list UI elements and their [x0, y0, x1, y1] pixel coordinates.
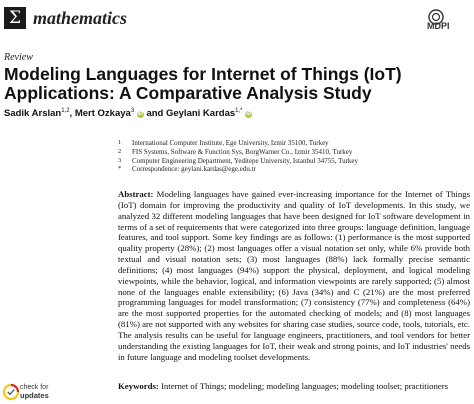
journal-name: mathematics	[33, 8, 127, 28]
orcid-icon[interactable]: iD	[246, 111, 252, 118]
abstract-label: Abstract:	[118, 189, 154, 199]
affiliation-text: International Computer Institute, Ege University, Izmir 35100, Turkey	[132, 139, 329, 147]
author-name: Mert Ozkaya	[74, 108, 131, 120]
author-name: Sadik Arslan	[4, 108, 62, 120]
affiliation	[118, 157, 468, 166]
affiliation	[118, 148, 468, 157]
author-affiliation-marks: 3	[130, 108, 135, 114]
check-for-updates-icon	[3, 383, 19, 401]
abstract-text: Modeling languages have gained ever-increasing importance for the Internet of Things (IoT) domain for improving the productivity and quality of IoT developments. In this study, we analyzed 32 different modeling languages that have been designed for IoT software development in terms of a set of requirements that were categorized into three groups: language definition, language features, and tool support. Some key findings are as follows: (1) performance is the most supported quality property (28%); (2) most languages offer a visual notation set only, while 6% provide both textual and visual notation sets; (3) most languages (88%) lack formally precise semantic definitions; (4) most languages (94%) support the physical, deployment, and logical modeling viewpoints, while the behavior, logical, and information viewpoints are rarely supported; (5) almost none of the languages enable extensibility; (6) Java (34%) and C (21%) are the most preferred programming languages for model transformation; (7) consistency (77%) and completeness (64%) are the most supported properties for the automated checking of models; and (8) most languages (81%) are not supported with any websites for sharing case studies, source code, tools, tutorials, etc. The analysis results can be useful for language engineers, practitioners, and tool vendors for better understanding the existing languages for IoT, their weak and strong points, and IoT industries' needs in future language and modeling toolset developments.	[118, 189, 471, 362]
author-list	[4, 108, 252, 119]
author-name: Geylani Kardas	[165, 108, 236, 120]
affiliation-mark: 2	[118, 147, 122, 155]
keywords-text: Internet of Things; modeling; modeling languages; modeling toolset; practitioners	[161, 381, 449, 391]
keywords	[118, 381, 470, 391]
affiliation-text: FIS Systems, Software & Function Sys, BorgWarner Co., Izmir 35410, Turkey	[132, 147, 353, 156]
article-title: Modeling Languages for Internet of Things (IoT) Applications: A Comparative Analysis Study	[4, 64, 402, 103]
correspondence	[118, 165, 468, 174]
orcid-icon[interactable]: iD	[137, 111, 143, 118]
journal-logo: Σ	[4, 7, 26, 29]
author-affiliation-marks: 1,*	[235, 108, 243, 114]
affiliation-mark: *	[118, 165, 122, 173]
publisher-logo	[425, 9, 467, 31]
affiliation-list	[118, 139, 468, 174]
check-for-updates-badge[interactable]	[3, 383, 63, 401]
abstract	[118, 189, 470, 363]
affiliation-text: Computer Engineering Department, Yeditepe University, Istanbul 34755, Turkey	[132, 156, 359, 165]
author-separator: ,	[69, 108, 73, 120]
author-affiliation-marks: 1,2	[61, 108, 70, 114]
publisher-logo-icon	[425, 9, 467, 31]
article-type: Review	[4, 52, 33, 63]
keywords-label: Keywords:	[118, 381, 159, 391]
updates-line1: check for	[20, 384, 49, 391]
correspondence-text[interactable]: Correspondence: geylani.kardas@ege.edu.tr	[132, 165, 256, 174]
updates-line2: updates	[20, 390, 49, 400]
publisher-logo-text: MDPI	[427, 21, 450, 31]
author-and: and	[146, 108, 164, 120]
check-for-updates-text	[20, 384, 49, 400]
affiliation-mark: 1	[118, 139, 122, 146]
affiliation	[118, 139, 468, 148]
affiliation-mark: 3	[118, 156, 122, 164]
